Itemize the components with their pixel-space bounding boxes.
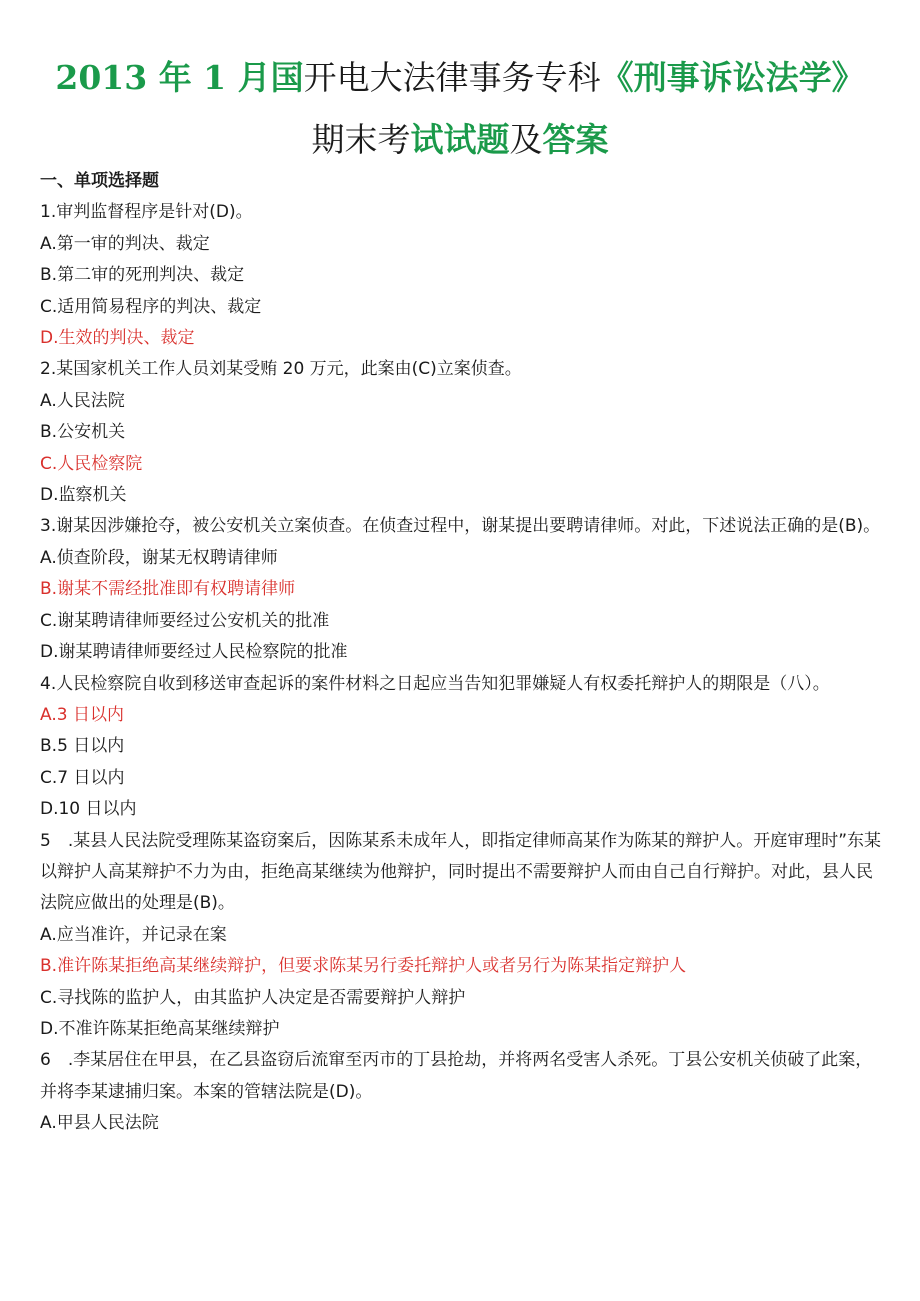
question-stem: 4.人民检察院自收到移送审查起诉的案件材料之日起应当告知犯罪嫌疑人有权委托辩护人的期限是（八）。 bbox=[40, 673, 830, 694]
title-segment: 开电大法律事务专科 bbox=[303, 58, 601, 97]
title-segment: 2013 年 1 月国 bbox=[55, 58, 304, 97]
document-title-line-2 bbox=[0, 118, 920, 162]
answer-option: C.7 日以内 bbox=[40, 767, 125, 788]
answer-option: D.谢某聘请律师要经过人民检察院的批准 bbox=[40, 642, 348, 663]
title-segment: 试试题 bbox=[410, 120, 510, 159]
answer-option: D.不准许陈某拒绝高某继续辩护 bbox=[40, 1018, 280, 1039]
answer-option: C.适用简易程序的判决、裁定 bbox=[40, 296, 262, 317]
answer-option: C.寻找陈的监护人，由其监护人决定是否需要辩护人辩护 bbox=[40, 987, 466, 1008]
answer-option: A.第一审的判决、裁定 bbox=[40, 233, 210, 254]
question-stem: 5 .某县人民法院受理陈某盗窃案后，因陈某系未成年人，即指定律师高某作为陈某的辩护人。开庭审理时”东某以辩护人高某辩护不力为由，拒绝高某继续为他辩护，同时提出不需要辩护人而由自己自行辩护。对此，县人民法院应做出的处理是(B)。 bbox=[40, 830, 882, 914]
answer-option: A.人民法院 bbox=[40, 390, 125, 411]
title-segment: 及 bbox=[509, 120, 543, 159]
section-heading: 一、单项选择题 bbox=[40, 171, 159, 191]
document-title-line-1 bbox=[0, 56, 920, 100]
answer-option: B.5 日以内 bbox=[40, 736, 125, 757]
correct-answer-option: C.人民检察院 bbox=[40, 453, 143, 474]
question-stem: 2.某国家机关工作人员刘某受贿 20 万元，此案由(C)立案侦查。 bbox=[40, 359, 522, 380]
question-stem: 1.审判监督程序是针对(D)。 bbox=[40, 202, 253, 223]
question-stem: 3.谢某因涉嫌抢夺，被公安机关立案侦查。在侦查过程中，谢某提出要聘请律师。对此，下述说法正确的是(B)。 bbox=[40, 516, 881, 537]
correct-answer-option: B.谢某不需经批准即有权聘请律师 bbox=[40, 579, 296, 600]
question-stem: 6 .李某居住在甲县，在乙县盗窃后流窜至丙市的丁县抢劫，并将两名受害人杀死。丁县公安机关侦破了此案，并将李某逮捕归案。本案的管辖法院是(D)。 bbox=[40, 1050, 873, 1102]
title-segment: 答案 bbox=[542, 120, 609, 159]
answer-option: A.侦查阶段，谢某无权聘请律师 bbox=[40, 547, 278, 568]
document-body bbox=[40, 166, 885, 1140]
answer-option: A.甲县人民法院 bbox=[40, 1113, 159, 1134]
correct-answer-option: D.生效的判决、裁定 bbox=[40, 328, 195, 349]
answer-option: D.监察机关 bbox=[40, 485, 127, 506]
answer-option: A.应当准许，并记录在案 bbox=[40, 924, 227, 945]
answer-option: D.10 日以内 bbox=[40, 799, 137, 820]
answer-option: B.公安机关 bbox=[40, 422, 126, 443]
title-segment: 期末考 bbox=[311, 120, 411, 159]
correct-answer-option: B.准许陈某拒绝高某继续辩护，但要求陈某另行委托辩护人或者另行为陈某指定辩护人 bbox=[40, 956, 687, 977]
correct-answer-option: A.3 日以内 bbox=[40, 704, 124, 725]
answer-option: C.谢某聘请律师要经过公安机关的批准 bbox=[40, 610, 330, 631]
answer-option: B.第二审的死刑判决、裁定 bbox=[40, 265, 245, 286]
title-segment: 《刑事诉讼法学》 bbox=[600, 58, 865, 97]
